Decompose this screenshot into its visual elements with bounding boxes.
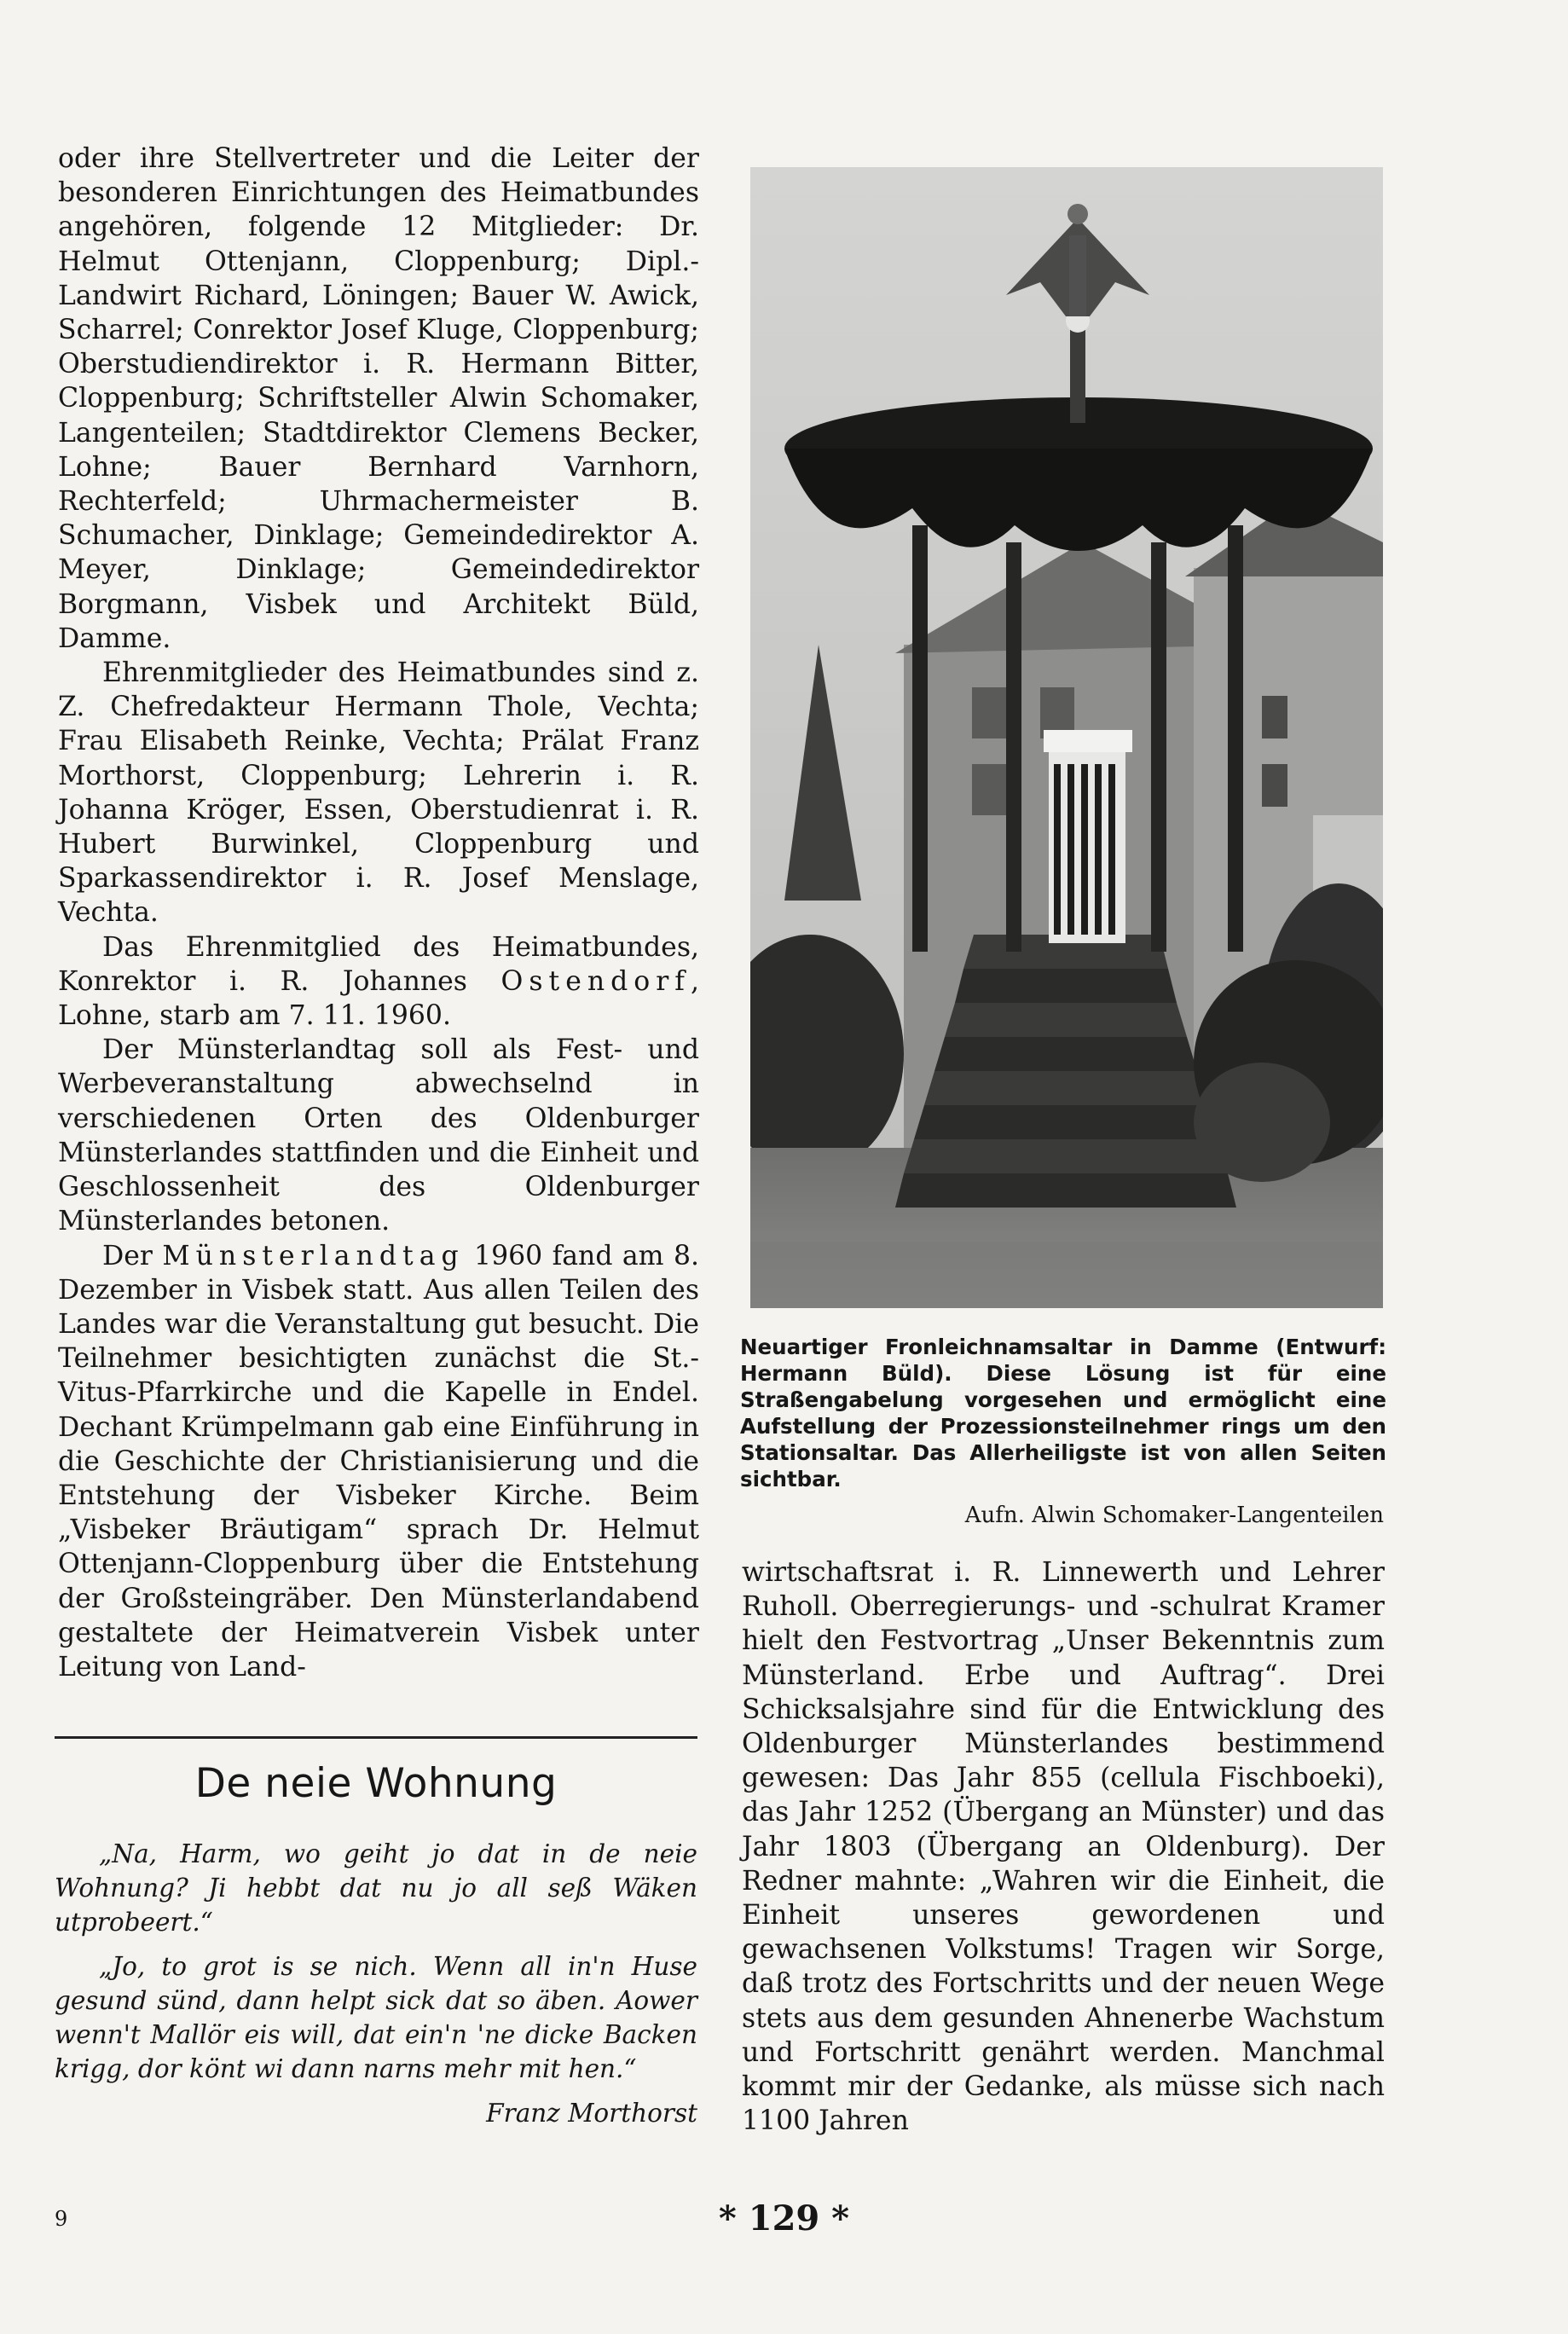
altar-photo-illustration <box>750 167 1383 1308</box>
photo-caption: Neuartiger Fronleichnamsaltar in Damme (Entwurf: Hermann Büld). Diese Lösung ist für eine Straßengabelung vorgesehen und ermöglicht eine Aufstellung der Prozessionsteilnehmer rings um den Stationsaltar. Das Allerheiligste ist von allen Seiten sichtbar. <box>740 1335 1386 1491</box>
obituary-text-end: , Lohne, starb am 7. 11. 1960. <box>58 965 699 1032</box>
paragraph-muensterlandtag-1960 <box>58 1239 699 1685</box>
left-column <box>58 142 699 1684</box>
report-text-start: Der <box>102 1240 153 1271</box>
printer-signature-mark: 9 <box>55 2207 68 2231</box>
paragraph-honorary-members: Ehrenmitglieder des Heimatbundes sind z. Z. Chefredakteur Hermann Thole, Vechta; Frau Elisabeth Reinke, Vechta; Prälat Franz Morthorst, Cloppenburg; Lehrerin i. R. Johanna Kröger, Essen, Oberstudienrat i. R. Hubert Burwinkel, Cloppenburg und Sparkassendirektor i. R. Josef Menslage, Vechta. <box>58 657 699 929</box>
obituary-text-start: Das Ehrenmitglied des Heimatbundes, Konrektor i. R. Johannes <box>58 931 699 997</box>
paragraph-continuation: wirtschaftsrat i. R. Linnewerth und Lehrer Ruholl. Oberregierungs- und -schulrat Kramer hielt den Festvortrag „Unser Bekenntnis zum Münsterland. Erbe und Auftrag“. Drei Schicksalsjahre sind für die Entwicklung des Oldenburger Münsterlandes bestimmend gewesen: Das Jahr 855 (cellula Fischboeki), das Jahr 1252 (Übergang an Münster) und das Jahr 1803 (Übergang an Oldenburg). Der Redner mahnte: „Wahren wir die Einheit, die Einheit unseres gewordenen und gewachsenen Volkstums! Tragen wir Sorge, daß trotz des Fortschritts und der neuen Wege stets aus dem gesunden Ahnenerbe Wachstum und Fortschritt genährt werden. Manchmal kommt mir der Gedanke, als müsse sich nach 1100 Jahren <box>742 1557 1385 2137</box>
poem-stanza-2: „Jo, to grot is se nich. Wenn all in'n Huse gesund sünd, dann helpt sick dat so äben. Aower wenn't Mallör eis will, dat ein'n 'ne dicke Backen krigg, dor könt wi dann narns mehr mit hen.“ <box>55 1952 697 2083</box>
section-divider <box>55 1736 697 1739</box>
poem-stanza-1: „Na, Harm, wo geiht jo dat in de neie Wohnung? Ji hebbt dat nu jo all seß Wäken utprobeert.“ <box>55 1839 697 1937</box>
poem <box>55 1837 697 2140</box>
photo-credit: Aufn. Alwin Schomaker-Langenteilen <box>964 1503 1384 1528</box>
paragraph-festival-purpose: Der Münsterlandtag soll als Fest- und Werbeveranstaltung abwechselnd in verschiedenen Orten des Oldenburger Münsterlandes stattfinden und die Einheit und Geschlossenheit des Oldenburger Münsterlandes betonen. <box>58 1034 699 1237</box>
poem-author: Franz Morthorst <box>486 2099 697 2128</box>
page-number: * 129 * <box>718 2198 850 2238</box>
report-event-name: Münsterlandtag <box>162 1240 465 1271</box>
paragraph-obituary <box>58 930 699 1034</box>
photo-fronleichnamsaltar <box>750 167 1383 1308</box>
poem-title: De neie Wohnung <box>194 1760 558 1807</box>
report-text-body: 1960 fand am 8. Dezember in Visbek statt. Aus allen Teilen des Landes war die Veranstaltung gut besucht. Die Teilnehmer besichtigten zunächst die St.-Vitus-Pfarrkirche und die Kapelle in Endel. Dechant Krümpelmann gab eine Einführung in die Geschichte der Christianisierung und die Entstehung der Visbeker Kirche. Beim „Visbeker Bräutigam“ sprach Dr. Helmut Ottenjann-Cloppenburg über die Entstehung der Großsteingräber. Den Münsterlandabend gestaltete der Heimatverein Visbek unter Leitung von Land- <box>58 1240 699 1682</box>
paragraph-board-members: oder ihre Stellvertreter und die Leiter der besonderen Einrichtungen des Heimatbundes angehören, folgende 12 Mitglieder: Dr. Helmut Ottenjann, Cloppenburg; Dipl.-Landwirt Richard, Löningen; Bauer W. Awick, Scharrel; Conrektor Josef Kluge, Cloppenburg; Oberstudiendirektor i. R. Hermann Bitter, Cloppenburg; Schriftsteller Alwin Schomaker, Langenteilen; Stadtdirektor Clemens Becker, Lohne; Bauer Bernhard Varnhorn, Rechterfeld; Uhrmachermeister B. Schumacher, Dinklage; Gemeindedirektor A. Meyer, Dinklage; Gemeindedirektor Borgmann, Visbek und Architekt Büld, Damme. <box>58 143 699 654</box>
obituary-name: Ostendorf <box>500 965 691 997</box>
right-column <box>742 1555 1385 2138</box>
